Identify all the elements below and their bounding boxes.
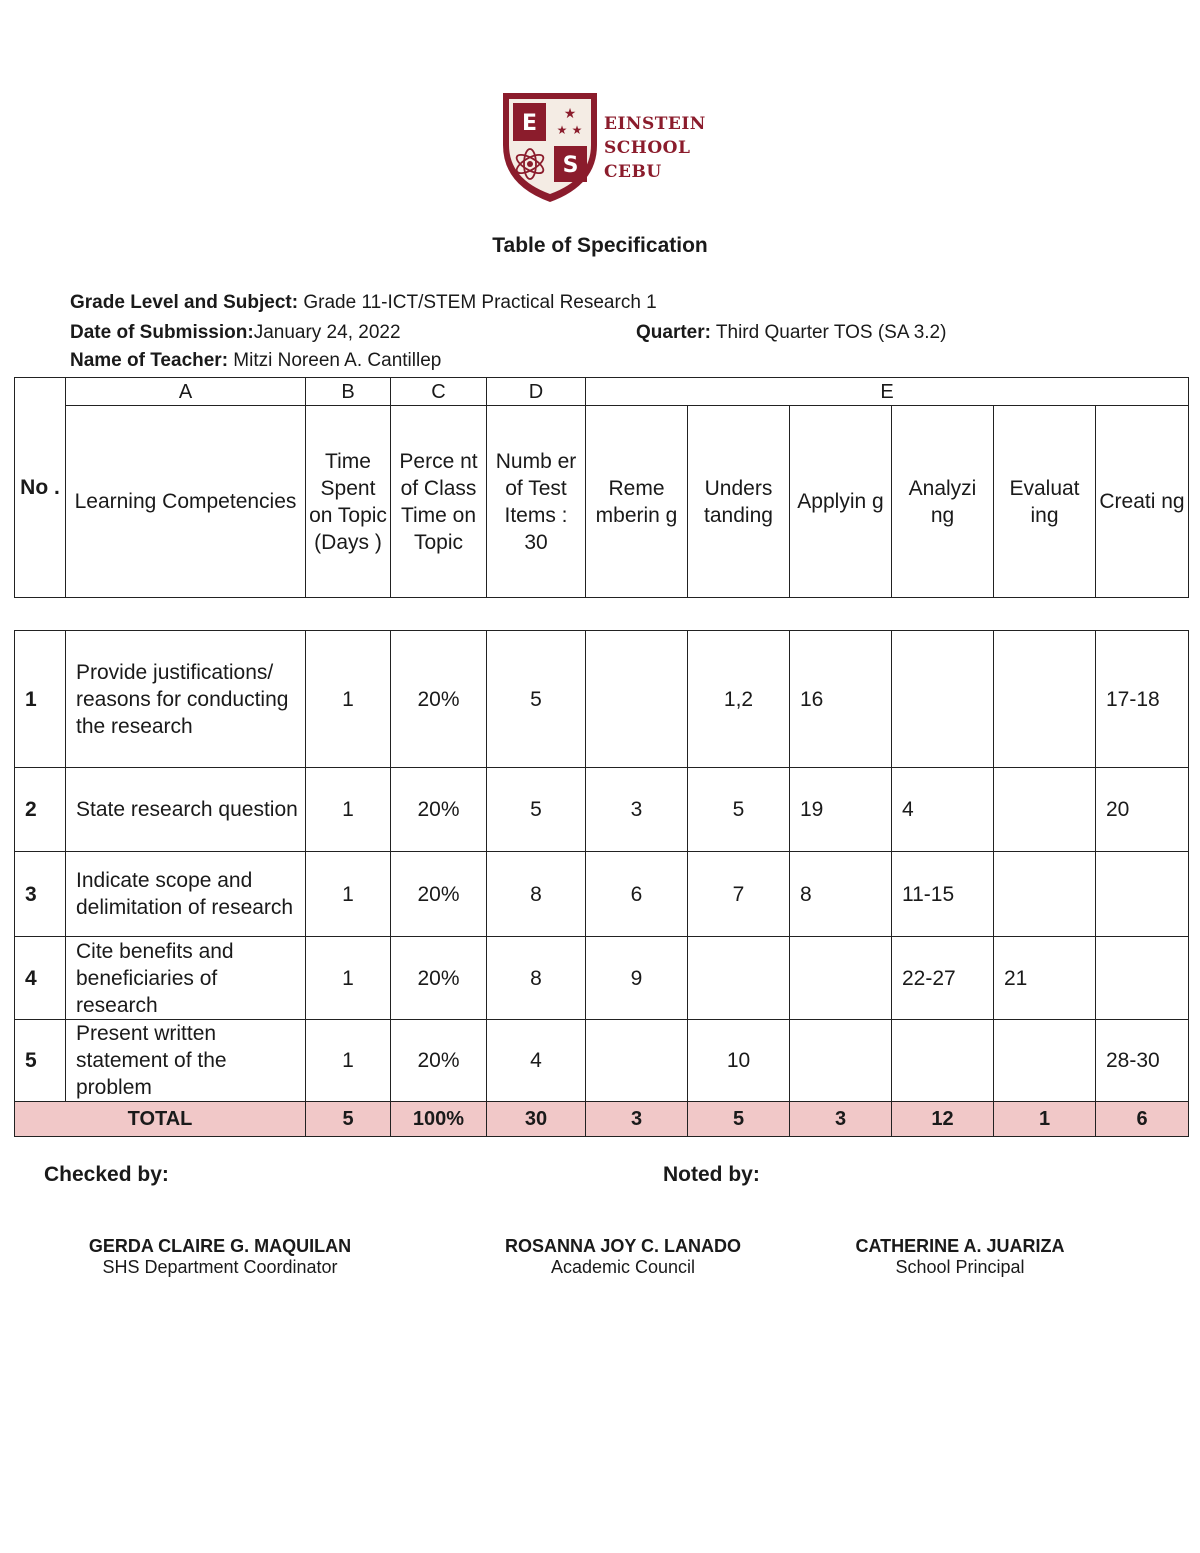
letter-header-row <box>15 378 1189 406</box>
row-no: 5 <box>15 1020 66 1102</box>
signatory-role: SHS Department Coordinator <box>102 1257 338 1277</box>
row-remembering <box>586 1020 688 1102</box>
header-letter-b: B <box>306 378 391 406</box>
row-no: 1 <box>15 631 66 768</box>
total-applying: 3 <box>790 1102 892 1137</box>
header-letter-e: E <box>586 378 1189 406</box>
row-creating: 17-18 <box>1096 631 1189 768</box>
total-row <box>15 1102 1189 1137</box>
row-analyzing: 22-27 <box>892 937 994 1020</box>
row-no: 4 <box>15 937 66 1020</box>
specification-table <box>14 377 1189 1137</box>
signatory-coordinator <box>40 1236 400 1278</box>
row-analyzing: 4 <box>892 768 994 852</box>
table-row <box>15 768 1189 852</box>
teacher-line <box>70 350 441 372</box>
header-letter-a: A <box>66 378 306 406</box>
date-value: January 24, 2022 <box>253 322 401 343</box>
row-analyzing <box>892 1020 994 1102</box>
total-label: TOTAL <box>15 1102 306 1137</box>
row-items: 8 <box>487 852 586 937</box>
header-applying: Applyin g <box>790 406 892 598</box>
row-remembering: 6 <box>586 852 688 937</box>
row-remembering <box>586 631 688 768</box>
header-items: Numb er of Test Items : 30 <box>487 406 586 598</box>
school-name-line3: CEBU <box>604 162 662 182</box>
date-label: Date of Submission: <box>70 322 254 343</box>
column-header-row <box>15 406 1189 598</box>
row-no: 2 <box>15 768 66 852</box>
row-analyzing: 11-15 <box>892 852 994 937</box>
row-time: 1 <box>306 768 391 852</box>
row-percent: 20% <box>391 937 487 1020</box>
table-row <box>15 1020 1189 1102</box>
school-name-line2: SCHOOL <box>604 138 691 158</box>
row-evaluating: 21 <box>994 937 1096 1020</box>
teacher-label: Name of Teacher: <box>70 350 229 371</box>
row-applying: 19 <box>790 768 892 852</box>
table-row <box>15 631 1189 768</box>
svg-text:E: E <box>521 111 538 136</box>
svg-text:★: ★ <box>571 123 583 137</box>
svg-text:S: S <box>562 153 579 178</box>
signatory-role: School Principal <box>895 1257 1025 1277</box>
signatory-name: ROSANNA JOY C. LANADO <box>504 1236 742 1256</box>
row-creating <box>1096 852 1189 937</box>
row-evaluating <box>994 768 1096 852</box>
row-applying: 16 <box>790 631 892 768</box>
svg-text:★: ★ <box>556 123 568 137</box>
row-items: 4 <box>487 1020 586 1102</box>
signatory-name: CATHERINE A. JUARIZA <box>855 1236 1065 1256</box>
table-row <box>15 937 1189 1020</box>
quarter-line <box>636 322 946 344</box>
row-no: 3 <box>15 852 66 937</box>
grade-value: Grade 11-ICT/STEM Practical Research 1 <box>298 292 657 313</box>
row-understanding: 7 <box>688 852 790 937</box>
total-remembering: 3 <box>586 1102 688 1137</box>
header-competencies: Learning Competencies <box>66 406 306 598</box>
header-no: No . <box>15 378 66 598</box>
quarter-value: Third Quarter TOS (SA 3.2) <box>710 322 947 343</box>
row-items: 8 <box>487 937 586 1020</box>
row-percent: 20% <box>391 631 487 768</box>
header-evaluating: Evaluat ing <box>994 406 1096 598</box>
school-name <box>604 112 706 184</box>
header-analyzing: Analyzi ng <box>892 406 994 598</box>
signatory-role: Academic Council <box>550 1257 696 1277</box>
row-competency: Indicate scope and delimitation of research <box>66 852 306 937</box>
row-analyzing <box>892 631 994 768</box>
header-understanding: Unders tanding <box>688 406 790 598</box>
row-time: 1 <box>306 631 391 768</box>
total-creating: 6 <box>1096 1102 1189 1137</box>
total-evaluating: 1 <box>994 1102 1096 1137</box>
spacer-row <box>15 598 1189 631</box>
total-items: 30 <box>487 1102 586 1137</box>
row-creating: 28-30 <box>1096 1020 1189 1102</box>
grade-line <box>70 292 657 314</box>
row-percent: 20% <box>391 852 487 937</box>
total-analyzing: 12 <box>892 1102 994 1137</box>
row-percent: 20% <box>391 768 487 852</box>
noted-by-label: Noted by: <box>663 1163 760 1186</box>
svg-text:★: ★ <box>563 105 577 121</box>
quarter-label: Quarter: <box>636 322 711 343</box>
row-applying: 8 <box>790 852 892 937</box>
table-row <box>15 852 1189 937</box>
row-creating: 20 <box>1096 768 1189 852</box>
row-time: 1 <box>306 852 391 937</box>
header-letter-c: C <box>391 378 487 406</box>
row-understanding: 1,2 <box>688 631 790 768</box>
page-title: Table of Specification <box>492 234 708 257</box>
row-applying <box>790 1020 892 1102</box>
signatory-name: GERDA CLAIRE G. MAQUILAN <box>88 1236 352 1256</box>
header-letter-d: D <box>487 378 586 406</box>
row-creating <box>1096 937 1189 1020</box>
row-evaluating <box>994 631 1096 768</box>
row-understanding <box>688 937 790 1020</box>
row-understanding: 5 <box>688 768 790 852</box>
signatory-council <box>443 1236 803 1278</box>
row-competency: State research question <box>66 768 306 852</box>
row-competency: Provide justifications/ reasons for conducting the research <box>66 631 306 768</box>
header-creating: Creati ng <box>1096 406 1189 598</box>
row-competency: Cite benefits and beneficiaries of research <box>66 937 306 1020</box>
header-percent: Perce nt of Class Time on Topic <box>391 406 487 598</box>
row-applying <box>790 937 892 1020</box>
date-line <box>70 322 401 344</box>
row-competency: Present written statement of the problem <box>66 1020 306 1102</box>
grade-label: Grade Level and Subject: <box>70 292 299 313</box>
school-name-line1: EINSTEIN <box>604 114 706 134</box>
total-understanding: 5 <box>688 1102 790 1137</box>
header-remembering: Reme mberin g <box>586 406 688 598</box>
checked-by-label: Checked by: <box>44 1163 169 1186</box>
row-time: 1 <box>306 937 391 1020</box>
header-time: Time Spent on Topic (Days ) <box>306 406 391 598</box>
signatory-principal <box>790 1236 1130 1278</box>
total-percent: 100% <box>391 1102 487 1137</box>
row-understanding: 10 <box>688 1020 790 1102</box>
row-time: 1 <box>306 1020 391 1102</box>
total-time: 5 <box>306 1102 391 1137</box>
teacher-value: Mitzi Noreen A. Cantillep <box>228 350 442 371</box>
row-remembering: 9 <box>586 937 688 1020</box>
row-evaluating <box>994 1020 1096 1102</box>
row-remembering: 3 <box>586 768 688 852</box>
row-evaluating <box>994 852 1096 937</box>
row-items: 5 <box>487 768 586 852</box>
row-percent: 20% <box>391 1020 487 1102</box>
row-items: 5 <box>487 631 586 768</box>
